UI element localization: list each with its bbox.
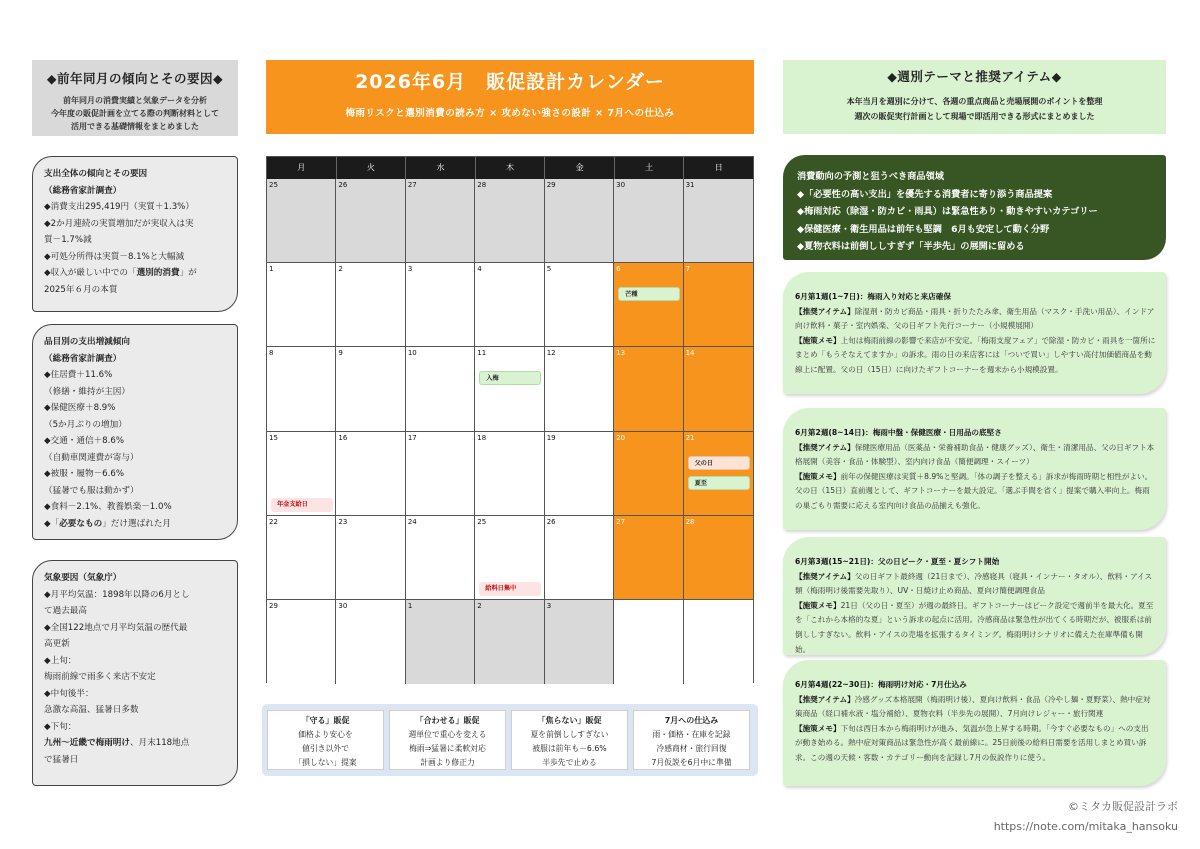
overall-line: 2025年６月の本質 [44, 284, 118, 295]
day-number: 30 [338, 601, 348, 610]
items-text: 父の日ギフト最終週（21日まで）、冷感寝具（寝具・インナー・タオル）、飲料・アイス類（梅雨明け後需要先取り）、UV・日焼け止め商品、夏向け簡便調理食品 [795, 571, 1153, 596]
credit-url: https://note.com/mitaka_hansoku [993, 820, 1178, 833]
weekday-thu: 木 [476, 157, 546, 179]
strategy-line: 夏を前倒ししすぎない [530, 730, 609, 739]
calendar-day [545, 600, 614, 684]
calendar-day [475, 516, 544, 600]
overall-text: ◆収入が厳しい中での「 [44, 268, 137, 278]
day-number: 20 [616, 433, 626, 442]
week-items [795, 441, 1156, 470]
day-number: 14 [685, 349, 695, 358]
strategy-box [389, 710, 506, 770]
left-desc-line: 活用できる基礎情報をまとめました [71, 122, 199, 131]
event-tag: 父の日 [688, 456, 750, 470]
items-label: 【推奨アイテム】 [795, 694, 855, 704]
strategy-title: 「焦らない」販促 [537, 716, 602, 725]
weather-line: ◆月平均気温：1898年以降の6月とし [44, 589, 190, 600]
day-number: 7 [685, 265, 691, 274]
strategy-title: 7月への仕込み [664, 716, 719, 725]
weekday-wed: 水 [406, 157, 476, 179]
strategy-title: 「合わせる」販促 [415, 716, 480, 725]
calendar-day [475, 263, 544, 347]
event-tag: 芒種 [618, 287, 680, 301]
overall-text: 」が [179, 268, 197, 278]
calendar-day [267, 347, 336, 431]
calendar-day [614, 179, 683, 263]
strategy-box [633, 710, 750, 770]
calendar-day [267, 179, 336, 263]
calendar-day [336, 263, 405, 347]
day-number: 9 [338, 349, 343, 358]
day-number: 10 [407, 349, 417, 358]
overall-trend-title: 支出全体の傾向とその要因 [44, 169, 148, 179]
day-number: 26 [338, 181, 348, 189]
calendar-day [406, 600, 475, 684]
week-title: 6月第2週(8~14日)：梅雨中盤・保健医療・日用品の底堅さ [795, 428, 1002, 437]
overall-line [44, 265, 228, 282]
day-number: 11 [477, 349, 487, 358]
week-items [795, 305, 1156, 334]
weather-box [32, 560, 238, 786]
calendar-day [614, 263, 683, 347]
memo-label: 【施策メモ】 [795, 471, 841, 481]
weather-line: ◆中旬後半： [44, 688, 94, 699]
weather-line: 急激な高温、猛暑日多数 [44, 705, 139, 715]
week-memo [795, 722, 1156, 766]
forecast-line: ◆梅雨対応（除湿・防カビ・雨具）は緊急性あり・動きやすいカテゴリー [797, 206, 1098, 217]
day-number: 16 [338, 433, 348, 442]
day-number: 17 [407, 433, 417, 442]
strategy-line: 被服は前年も－6.6% [532, 744, 607, 753]
strategy-line: 週単位で重心を変える [408, 730, 487, 739]
day-number: 29 [546, 181, 556, 189]
right-header-title: ◆週別テーマと推奨アイテム◆ [887, 69, 1062, 84]
calendar-day [545, 263, 614, 347]
day-number: 2 [477, 601, 482, 610]
day-number: 3 [407, 265, 413, 274]
calendar-day [614, 347, 683, 431]
items-text: 冷感グッズ本格展開（梅雨明け後）、夏向け飲料・食品（冷やし麺・夏野菜）、熱中症対策商品（経口補水液・塩分補給）、夏物衣料（半歩先の展開）、7月向けレジャー・旅行関連 [795, 694, 1151, 719]
calendar-day [406, 432, 475, 516]
strategy-line: 半歩先で止める [542, 758, 597, 767]
right-desc-line: 週次の販促実行計画として現場で即活用できる形式にまとめました [854, 112, 1095, 121]
category-keyword: 必要なもの [59, 518, 103, 529]
day-number: 8 [269, 349, 274, 358]
page-title: 2026年6月 販促設計カレンダー [355, 71, 665, 93]
weather-line: て過去最高 [44, 606, 87, 616]
memo-label: 【施策メモ】 [795, 335, 841, 345]
calendar-day [684, 432, 753, 516]
memo-text: 上旬は梅雨前線の影響で来店が不安定。「梅雨支度フェア」で除湿・防カビ・雨具を一箇所にまとめ「もうそなえてますか」の訴求。雨の日の来店客には「ついで買い」しやすい高付加価値商品を動線上に配置。父の日（15日）に向けたギフトコーナーを週末から小規模設置。 [795, 335, 1156, 374]
weather-line: ◆上旬： [44, 655, 77, 666]
overall-line: ◆消費支出295,419円（実質＋1.3%） [44, 202, 194, 212]
calendar-day [545, 432, 614, 516]
week-items [795, 693, 1156, 722]
left-desc-line: 前年同月の消費実績と気象データを分析 [63, 96, 207, 105]
calendar-day [336, 600, 405, 684]
category-line: （自動車関連費が寄与） [44, 452, 139, 463]
left-desc-line: 今年度の販促計画を立てる際の判断材料として [51, 109, 219, 118]
overall-line: ◆可処分所得は実質－8.1%と大幅減 [44, 251, 185, 262]
strategy-box [267, 710, 384, 770]
week-items [795, 570, 1156, 599]
items-label: 【推奨アイテム】 [795, 442, 855, 452]
weather-line [44, 735, 228, 752]
day-number: 5 [546, 265, 552, 274]
day-number: 22 [269, 517, 278, 526]
calendar-day [684, 179, 753, 263]
category-line: ◆食料－2.1%、教養娯楽－1.0% [44, 502, 172, 512]
weather-line: ◆下旬： [44, 721, 77, 732]
weather-keyword: 九州～近畿で梅雨明け [44, 738, 130, 748]
calendar-day [684, 516, 753, 600]
category-line: （猛暑でも服は動かず） [44, 485, 139, 496]
calendar-weekday-row [267, 157, 753, 179]
category-line: ◆被服・履物－6.6% [44, 469, 125, 479]
calendar-day [336, 347, 405, 431]
calendar-day [545, 179, 614, 263]
calendar-day [475, 347, 544, 431]
event-tag: 年金支給日 [271, 498, 333, 512]
day-number: 30 [616, 181, 626, 189]
forecast-box [783, 155, 1166, 260]
category-line: ◆保健医療＋8.9% [44, 403, 116, 413]
copyright: ©ミタカ販促設計ラボ [1068, 800, 1178, 813]
weekday-tue: 火 [337, 157, 407, 179]
memo-text: 前年の保健医療は実質＋8.9%と堅調。「体の調子を整える」訴求が梅雨時期と相性がよい。父の日（15日）直前週として、ギフトコーナーを最大設定。「選ぶ手間を省く」提案で購入率向上。梅雨の巣ごもり需要に応える室内向け食品の品揃えも強化。 [795, 471, 1153, 510]
right-desc-line: 本年当月を週別に分けて、各週の重点商品と売場展開のポイントを整理 [846, 97, 1103, 106]
calendar-day [267, 432, 336, 516]
calendar-day [684, 263, 753, 347]
category-trend-box [32, 324, 238, 540]
forecast-line: ◆「必要性の高い支出」を優先する消費者に寄り添う商品提案 [797, 188, 1053, 200]
day-number: 1 [269, 265, 274, 274]
overall-line: 質－1.7%減 [44, 235, 92, 245]
calendar-day [545, 516, 614, 600]
memo-text: 下旬は西日本から梅雨明けが進み、気温が急上昇する時期。「今すぐ必要なもの」への支出が動き始める。熱中症対策商品は緊急性が高く最前線に。25日前後の給料日需要を活用しまとめ買い訴求。この週の天候・客数・カテゴリー動向を記録し7月の仮説作りに使う。 [795, 723, 1149, 762]
items-text: 除湿剤・防カビ商品・雨具・折りたたみ傘、衛生用品（マスク・手洗い用品）、インドア向け飲料・菓子・室内娯楽、父の日ギフト先行コーナー（小規模展開） [795, 306, 1155, 331]
overall-trend-box [32, 156, 238, 312]
day-number: 24 [407, 517, 417, 526]
forecast-line: ◆保健医療・衛生用品は前年も堅調 6月も安定して動く分野 [797, 223, 1050, 235]
weather-text: 、月末118地点 [129, 738, 190, 748]
calendar-day [336, 432, 405, 516]
day-number: 21 [685, 433, 695, 442]
category-line: （修繕・維持が主因） [44, 386, 130, 397]
day-number: 18 [477, 433, 487, 442]
calendar-day [267, 516, 336, 600]
strategy-line: 価格より安心を [298, 730, 353, 739]
weekday-mon: 月 [267, 157, 337, 179]
items-label: 【推奨アイテム】 [795, 571, 855, 581]
strategy-line: 冷感商材・旅行回復 [656, 744, 727, 753]
title-banner [266, 60, 754, 134]
weather-title: 気象要因（気象庁） [44, 573, 122, 583]
overall-keyword: 選別的消費 [136, 268, 180, 278]
week-1-box [783, 272, 1166, 394]
day-number: 3 [546, 601, 552, 610]
overall-line: ◆2か月連続の実質増加だが実収入は実 [44, 218, 194, 229]
day-number: 19 [546, 433, 556, 442]
event-tag: 入梅 [479, 371, 541, 385]
day-number: 13 [616, 349, 626, 358]
day-number: 27 [407, 181, 417, 189]
page-subtitle: 梅雨リスクと選別消費の読み方 × 攻めない強さの設計 × 7月への仕込み [345, 108, 675, 119]
strategy-line: 値引き以外で [302, 744, 349, 753]
category-line: ◆住居費＋11.6% [44, 370, 113, 380]
week-3-box [783, 537, 1166, 655]
strategy-line: 計画より修正力 [420, 758, 475, 767]
day-number: 26 [546, 517, 556, 526]
category-text: ◆「 [44, 518, 60, 529]
weather-line: 梅雨前線で雨多く来店不安定 [44, 672, 156, 682]
strategy-panel [262, 704, 758, 776]
right-header [783, 60, 1166, 134]
day-number: 25 [477, 517, 487, 526]
weather-line: で猛暑日 [44, 754, 79, 765]
calendar-grid [267, 179, 753, 684]
strategy-line: 梅雨⇒猛暑に柔軟対応 [409, 744, 486, 753]
day-number: 25 [269, 181, 278, 189]
overall-trend-source: （総務省家計調査） [44, 185, 122, 196]
items-label: 【推奨アイテム】 [795, 306, 855, 316]
memo-text: 21日（父の日・夏至）が週の最終日。ギフトコーナーはピーク設定で週前半を最大化。夏至を「これから本格的な夏」という訴求の起点に活用。冷感商品は緊急性が出てくる時期だが、被服系は前倒ししすぎない。飲料・アイスの売場を拡張するタイミング。梅雨明けシナリオに備えた在庫準備も開始。 [795, 600, 1154, 654]
category-line [44, 516, 228, 533]
strategy-line: 「損しない」提案 [294, 758, 357, 767]
event-tag: 夏至 [688, 476, 750, 490]
week-title: 6月第4週(22~30日)：梅雨明け対応・7月仕込み [795, 680, 967, 689]
calendar [266, 156, 754, 683]
calendar-day [475, 600, 544, 684]
day-number: 27 [616, 517, 626, 526]
day-number: 31 [685, 181, 695, 189]
items-text: 保健医療用品（医薬品・栄養補助食品・健康グッズ）、衛生・清潔用品、父の日ギフト本格展開（美容・食品・体験型）、室内向け食品（簡便調理・スイーツ） [795, 442, 1155, 467]
forecast-title: 消費動向の予測と狙うべき商品領域 [797, 171, 944, 182]
calendar-day [614, 432, 683, 516]
day-number: 1 [407, 601, 413, 610]
day-number: 5 [685, 601, 691, 610]
weather-line: 高更新 [44, 639, 70, 649]
week-memo [795, 470, 1156, 514]
day-number: 12 [546, 349, 556, 358]
day-number: 28 [685, 517, 695, 526]
day-number: 15 [269, 433, 278, 442]
day-number: 28 [477, 181, 487, 189]
week-2-box [783, 408, 1166, 530]
right-header-desc [783, 94, 1166, 124]
calendar-day [406, 179, 475, 263]
category-text: 」だけ選ばれた月 [102, 518, 171, 529]
left-header-title: ◆前年同月の傾向とその要因◆ [46, 71, 224, 86]
day-number: 4 [477, 265, 482, 274]
week-title: 6月第3週(15~21日)：父の日ピーク・夏至・夏シフト開始 [795, 557, 1000, 566]
memo-label: 【施策メモ】 [795, 600, 841, 610]
weekday-sat: 土 [615, 157, 685, 179]
calendar-day [475, 432, 544, 516]
week-title: 6月第1週(1~7日)：梅雨入り対応と来店確保 [795, 292, 951, 301]
category-trend-source: （総務省家計調査） [44, 353, 122, 364]
calendar-day [475, 179, 544, 263]
left-header-desc [32, 94, 238, 133]
calendar-day [614, 516, 683, 600]
day-number: 2 [338, 265, 343, 274]
event-tag: 給料日集中 [479, 582, 541, 596]
day-number: 23 [338, 517, 348, 526]
calendar-day [336, 179, 405, 263]
left-header [32, 60, 238, 136]
weekday-fri: 金 [545, 157, 615, 179]
calendar-day [336, 516, 405, 600]
calendar-day [267, 600, 336, 684]
week-4-box [783, 660, 1166, 786]
calendar-day [545, 347, 614, 431]
calendar-day [614, 600, 683, 684]
calendar-day [406, 263, 475, 347]
weather-line: ◆全国122地点で月平均気温の歴代最 [44, 622, 188, 633]
category-line: ◆交通・通信＋8.6% [44, 436, 125, 446]
strategy-box [511, 710, 628, 770]
strategy-title: 「守る」販促 [301, 716, 350, 725]
strategy-line: 雨・価格・在庫を記録 [652, 730, 731, 739]
calendar-day [684, 600, 753, 684]
strategy-line: 7月仮説を6月中に準備 [651, 758, 732, 767]
forecast-line: ◆夏物衣料は前倒ししすぎず「半歩先」の展開に留める [797, 241, 1025, 252]
day-number: 6 [616, 265, 621, 274]
week-memo [795, 334, 1156, 378]
calendar-day [684, 347, 753, 431]
calendar-day [406, 516, 475, 600]
week-memo [795, 599, 1156, 657]
memo-label: 【施策メモ】 [795, 723, 841, 733]
day-number: 29 [269, 601, 278, 610]
category-line: （5か月ぶりの増加） [44, 419, 127, 430]
category-trend-title: 品目別の支出増減傾向 [44, 337, 130, 347]
calendar-day [267, 263, 336, 347]
calendar-day [406, 347, 475, 431]
weekday-sun: 日 [684, 157, 753, 179]
day-number: 4 [616, 601, 621, 610]
